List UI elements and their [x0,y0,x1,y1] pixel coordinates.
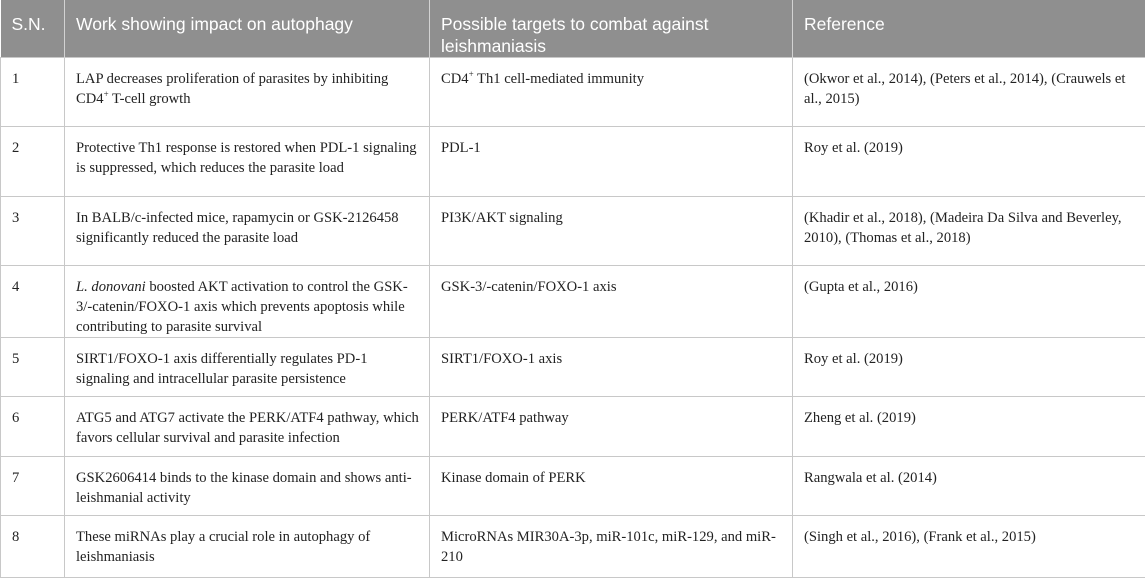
cell-reference: (Khadir et al., 2018), (Madeira Da Silva and Beverley, 2010), (Thomas et al., 2018) [793,197,1145,266]
cell-sn: 8 [1,516,65,578]
cell-sn: 2 [1,127,65,197]
cell-sn: 1 [1,58,65,127]
cell-target: PERK/ATF4 pathway [430,397,793,457]
cell-sn: 5 [1,338,65,397]
cell-sn: 3 [1,197,65,266]
header-row [1,0,1145,58]
cell-work: GSK2606414 binds to the kinase domain and shows anti-leishmanial activity [65,457,430,516]
table-row [1,266,1145,338]
cell-target: Kinase domain of PERK [430,457,793,516]
cell-work-text: LAP decreases proliferation of parasites by inhibiting CD4 [76,71,389,107]
table-row [1,397,1145,457]
cell-work: Protective Th1 response is restored when PDL-1 signaling is suppressed, which reduces the parasite load [65,127,430,197]
cell-reference: Roy et al. (2019) [793,338,1145,397]
table-body [1,58,1145,578]
table-row [1,338,1145,397]
cell-work-text-end: T-cell growth [108,91,191,107]
header-targets: Possible targets to combat against leishmaniasis [430,0,793,58]
cell-reference: Roy et al. (2019) [793,127,1145,197]
cell-work: SIRT1/FOXO-1 axis differentially regulates PD-1 signaling and intracellular parasite persistence [65,338,430,397]
cell-work: In BALB/c-infected mice, rapamycin or GSK-2126458 significantly reduced the parasite load [65,197,430,266]
cell-sn: 6 [1,397,65,457]
table-header [1,0,1145,58]
cell-target: MicroRNAs MIR30A-3p, miR-101c, miR-129, and miR-210 [430,516,793,578]
table-row [1,127,1145,197]
table-row [1,197,1145,266]
cell-target: GSK-3/-catenin/FOXO-1 axis [430,266,793,338]
superscript-plus: + [468,69,474,80]
cell-target: PDL-1 [430,127,793,197]
cell-work: ATG5 and ATG7 activate the PERK/ATF4 pathway, which favors cellular survival and parasite infection [65,397,430,457]
cell-reference: Zheng et al. (2019) [793,397,1145,457]
cell-work [65,266,430,338]
cell-reference: Rangwala et al. (2014) [793,457,1145,516]
table-row [1,516,1145,578]
cell-target [430,58,793,127]
cell-work-text: boosted AKT activation to control the GSK-3/-catenin/FOXO-1 axis which prevents apoptosis while contributing to parasite survival [76,279,408,335]
superscript-plus: + [103,89,109,100]
cell-target: SIRT1/FOXO-1 axis [430,338,793,397]
cell-target: PI3K/AKT signaling [430,197,793,266]
header-reference: Reference [793,0,1145,58]
cell-work [65,58,430,127]
table-row [1,58,1145,127]
cell-sn: 4 [1,266,65,338]
cell-target-text-end: Th1 cell-mediated immunity [473,71,645,87]
header-work: Work showing impact on autophagy [65,0,430,58]
cell-target-text: CD4 [441,71,469,87]
header-sn: S.N. [1,0,65,58]
cell-work: These miRNAs play a crucial role in autophagy of leishmaniasis [65,516,430,578]
table-row [1,457,1145,516]
cell-sn: 7 [1,457,65,516]
cell-reference: (Okwor et al., 2014), (Peters et al., 2014), (Crauwels et al., 2015) [793,58,1145,127]
cell-reference: (Singh et al., 2016), (Frank et al., 2015) [793,516,1145,578]
species-name: L. donovani [76,279,146,295]
cell-reference: (Gupta et al., 2016) [793,266,1145,338]
